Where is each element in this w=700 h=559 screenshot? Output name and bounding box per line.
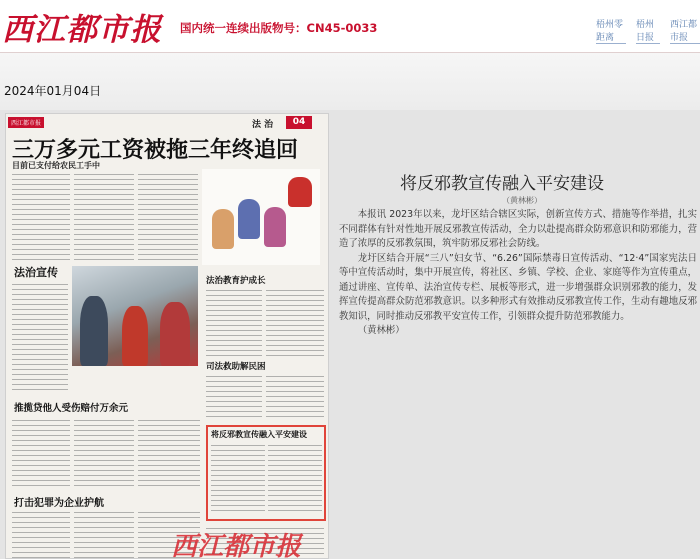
photo-person bbox=[160, 302, 190, 366]
article-paragraph: 本报讯 2023年以来，龙圩区结合辖区实际，创新宣传方式、措施等作举措，扎实不同群体有针对性地开展反邪教宣传活动，全力以赴提高群众防邪意识和防邪能力，营造了浓厚的反邪教氛围，筑牢防邪反邪社会防线。 bbox=[339, 209, 697, 249]
newspaper-headline-judicial[interactable]: 司法救助解民困 bbox=[206, 362, 266, 372]
publication-number: 国内统一连续出版物号：CN45-0033 bbox=[180, 21, 378, 35]
newspaper-sub-headline: 目前已支付给农民工手中 bbox=[12, 161, 100, 170]
text-column bbox=[12, 282, 68, 394]
illustration-figure bbox=[238, 199, 260, 239]
photo-person bbox=[80, 296, 108, 366]
text-column bbox=[266, 288, 324, 360]
newspaper-section: 法 治 bbox=[252, 120, 274, 130]
nav-link-xijiang-dushi[interactable]: 西江都市报 bbox=[670, 17, 700, 44]
illustration bbox=[202, 169, 320, 265]
top-nav bbox=[596, 17, 700, 44]
nav-link-wuzhou-lingjuli[interactable]: 梧州零距离 bbox=[596, 17, 626, 44]
article-body bbox=[339, 208, 697, 339]
text-column bbox=[74, 172, 134, 264]
highlighted-article-headline: 将反邪教宣传融入平安建设 bbox=[211, 430, 307, 439]
content-area bbox=[0, 110, 700, 559]
newspaper-headline-left[interactable]: 法治宣传 bbox=[14, 266, 58, 279]
date-band bbox=[0, 52, 700, 110]
text-column bbox=[206, 374, 262, 420]
nav-link-wuzhou-daily[interactable]: 梧州日报 bbox=[636, 17, 660, 44]
text-column bbox=[266, 374, 324, 420]
text-column bbox=[74, 510, 134, 558]
article-paragraph: 龙圩区结合开展“三八”妇女节、“6.26”国际禁毒日宣传活动、“12·4”国家宪法日等中宣传活动时，集中开展宣传，将社区、乡镇、学校、企业、家庭等作为宣传重点，通过讲座、宣传单、法治宣传专栏、展板等形式，进一步增强群众识别邪教的能力，发挥宣传提高群众防范邪教意识。以多种形式有效推动反邪教宣传工作，生动有趣地反邪教知识，同时推动反邪教平安宣传工作，引领群众提升防范邪教能力。 bbox=[339, 252, 697, 322]
issue-date: 2024年01月04日 bbox=[4, 84, 102, 98]
text-column bbox=[74, 418, 134, 488]
text-column bbox=[12, 172, 70, 264]
text-column bbox=[138, 418, 200, 488]
site-logo[interactable]: 西江都市报 bbox=[2, 12, 162, 48]
text-column bbox=[12, 418, 70, 488]
newspaper-small-logo: 西江都市报 bbox=[8, 117, 44, 128]
site-header bbox=[0, 0, 700, 52]
newspaper-main-headline[interactable]: 三万多元工资被拖三年终追回 bbox=[12, 138, 299, 163]
newspaper-page-thumbnail[interactable] bbox=[5, 113, 329, 559]
text-column bbox=[12, 510, 70, 558]
text-column bbox=[206, 288, 262, 360]
photo-person bbox=[122, 306, 148, 366]
article-author: （黄林彬） bbox=[502, 196, 542, 205]
watermark-logo: 西江都市报 bbox=[171, 532, 302, 559]
newspaper-masthead bbox=[6, 114, 329, 132]
newspaper-headline-fraud[interactable]: 推揽贷他人受伤赔付万余元 bbox=[14, 403, 129, 414]
article-paragraph: （黄林彬） bbox=[357, 325, 405, 336]
newspaper-headline-law-education[interactable]: 法治教育护成长 bbox=[206, 276, 266, 286]
article-panel bbox=[334, 110, 700, 559]
text-column bbox=[138, 172, 198, 264]
illustration-figure bbox=[212, 209, 234, 249]
text-column bbox=[268, 443, 322, 515]
highlighted-article-box[interactable] bbox=[206, 425, 326, 521]
divider bbox=[0, 52, 700, 53]
illustration-figure bbox=[288, 177, 312, 207]
news-photo bbox=[72, 266, 198, 366]
newspaper-page-number: 04 bbox=[286, 116, 312, 129]
newspaper-headline-crime[interactable]: 打击犯罪为企业护航 bbox=[14, 498, 104, 509]
illustration-figure bbox=[264, 207, 286, 247]
text-column bbox=[211, 443, 265, 515]
article-title: 将反邪教宣传融入平安建设 bbox=[400, 174, 604, 194]
